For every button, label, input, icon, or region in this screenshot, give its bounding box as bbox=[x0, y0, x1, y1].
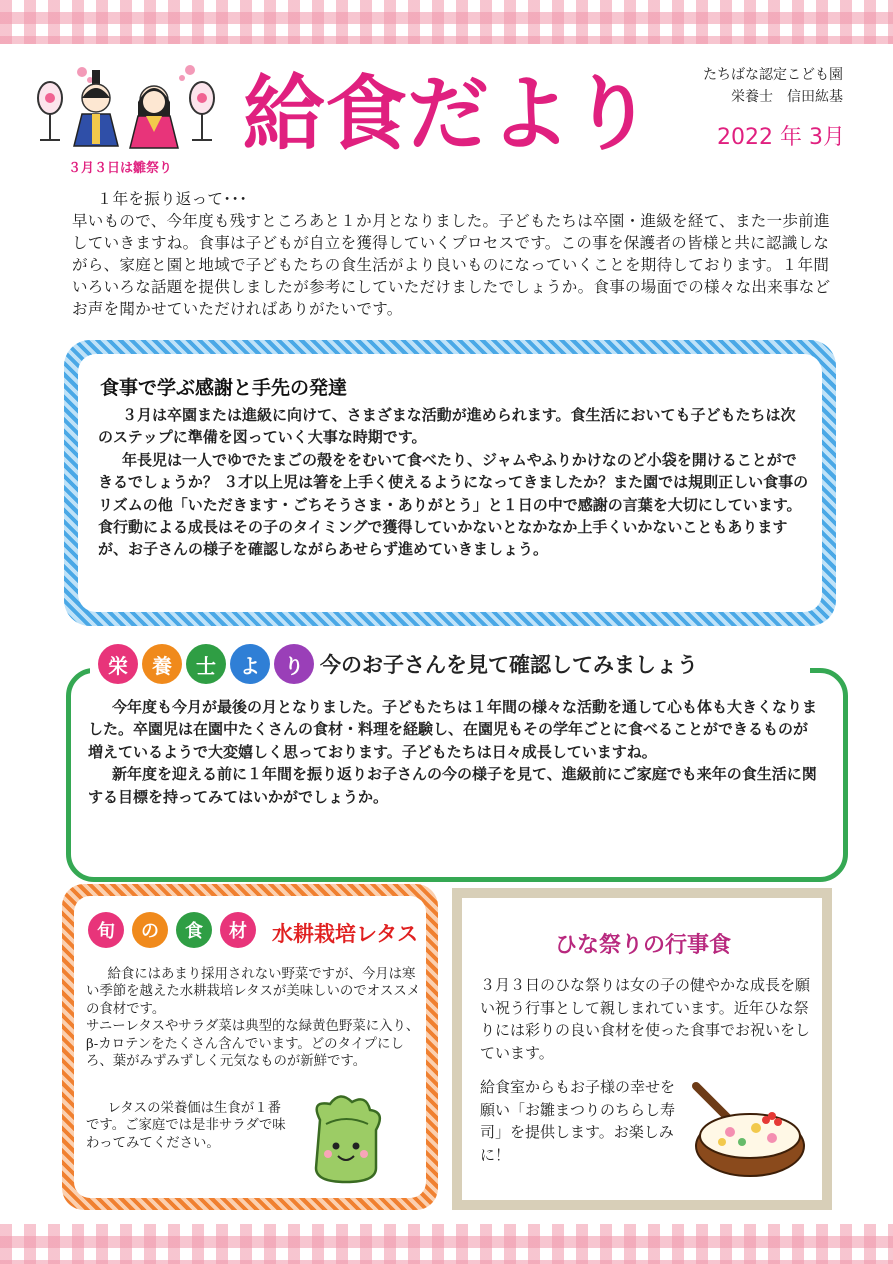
section-nutritionist-body bbox=[88, 696, 818, 808]
label-char-circle: 食 bbox=[176, 912, 212, 948]
section-seasonal-heading: 水耕栽培レタス bbox=[272, 922, 419, 946]
section-gratitude-heading: 食事で学ぶ感謝と手先の発達 bbox=[100, 377, 348, 399]
label-char-circle: よ bbox=[230, 644, 270, 684]
intro-paragraph: 早いもので、今年度も残すところあと１か月となりました。子どもたちは卒園・進級を経て、また一歩前進していきますね。食事は子どもが自立を獲得していくプロセスです。この事を保護者の皆様と共に認識しながら、家庭と園と地域で子どもたちの食生活がより良いものになっていくことを期待しております。１年間いろいろな話題を提供しましたが参考にしていただけましたでしょうか。食事の場面での様々な出来事などお声を聞かせていただければありがたいです。 bbox=[72, 212, 831, 318]
section-gratitude-body bbox=[98, 404, 810, 561]
issue-date: 2022 年 3月 bbox=[717, 125, 845, 150]
intro-heading: １年を振り返って･･･ bbox=[96, 190, 248, 208]
section-hinamatsuri-heading: ひな祭りの行事食 bbox=[554, 933, 731, 958]
organization-block bbox=[703, 64, 843, 108]
lettuce-character-icon bbox=[300, 1090, 390, 1188]
section-hinamatsuri-paragraph-last: 給食室からもお子様の幸せを願い「お雛まつりのちらし寿司」を提供します。お楽しみに！ bbox=[480, 1078, 676, 1164]
chirashi-sushi-icon bbox=[686, 1080, 806, 1184]
hina-caption: ３月３日は雛祭り bbox=[68, 161, 173, 176]
label-char-circle: り bbox=[274, 644, 314, 684]
top-gingham-border bbox=[0, 0, 893, 44]
section-gratitude-paragraph: 年長児は一人でゆでたまごの殻ををむいて食べたり、ジャムやふりかけなのど小袋を開けることができるでしょうか？ ３才以上児は箸を上手く使えるようになってきましたか？また園では規則正しい食事のリズムの他「いただきます・ごちそうさま・ありがとう」と１日の中で感謝の言葉を大切にしています。食行動による成長はその子のタイミングで獲得していかないとなかなか上手くいかないこともありますが、お子さんの様子を確認しながらあせらず進めていきましょう。 bbox=[98, 450, 809, 559]
section-seasonal-label bbox=[88, 912, 268, 952]
section-seasonal-body bbox=[86, 966, 424, 1070]
section-nutritionist-heading: 今のお子さんを見て確認してみましょう bbox=[320, 652, 698, 677]
section-hinamatsuri-body-last bbox=[480, 1076, 680, 1166]
section-gratitude-paragraph: ３月は卒園または進級に向けて、さまざまな活動が進められます。食生活においても子どもたちは次のステップに準備を図っていく大事な時期です。 bbox=[98, 406, 796, 447]
author-name: 栄養士 信田紘基 bbox=[731, 89, 843, 105]
label-char-circle: の bbox=[132, 912, 168, 948]
label-char-circle: 栄 bbox=[98, 644, 138, 684]
section-nutritionist-paragraph: 新年度を迎える前に１年間を振り返りお子さんの今の様子を見て、進級前にご家庭でも来年の食生活に関する目標を持ってみてはいかがでしょうか。 bbox=[88, 765, 817, 806]
section-seasonal-paragraph: サニーレタスやサラダ菜は典型的な緑黄色野菜に入り、β‐カロテンをたくさん含んでいます。どのタイプにしろ、葉がみずみずしく元気なものが新鮮です。 bbox=[86, 1019, 420, 1070]
newsletter-title bbox=[238, 58, 658, 168]
intro-text bbox=[72, 188, 832, 320]
section-seasonal-paragraph: 給食にはあまり採用されない野菜ですが、今月は寒い季節を越えた水耕栽培レタスが美味しいのでオススメの食材です。 bbox=[86, 967, 421, 1017]
section-hinamatsuri-body bbox=[480, 974, 810, 1064]
hina-dolls-illustration bbox=[30, 62, 220, 156]
section-seasonal-body-last bbox=[86, 1100, 286, 1152]
bonbori-right-icon bbox=[190, 82, 214, 140]
section-nutritionist-paragraph: 今年度も今月が最後の月となりました。子どもたちは１年間の様々な活動を通して心も体も大きくなりました。卒園児は在園中たくさんの食材・料理を経験し、在園児もその学年ごとに食べることができるものが増えているようで大変嬉しく思っております。子どもたちは日々成長していますね。 bbox=[88, 698, 818, 761]
label-char-circle: 材 bbox=[220, 912, 256, 948]
obina-doll-icon bbox=[74, 70, 118, 146]
newsletter-title-text: 給食だより bbox=[242, 67, 654, 162]
section-hinamatsuri-paragraph: ３月３日のひな祭りは女の子の健やかな成長を願い祝う行事として親しまれています。近年ひな祭りには彩りの良い食材を使った食事でお祝いをしています。 bbox=[480, 976, 811, 1062]
mebina-doll-icon bbox=[130, 86, 178, 148]
bonbori-left-icon bbox=[38, 82, 62, 140]
label-char-circle: 士 bbox=[186, 644, 226, 684]
label-char-circle: 旬 bbox=[88, 912, 124, 948]
bottom-gingham-border bbox=[0, 1224, 893, 1264]
organization-name: たちばな認定こども園 bbox=[703, 67, 843, 83]
label-char-circle: 養 bbox=[142, 644, 182, 684]
section-seasonal-paragraph-last: レタスの栄養価は生食が１番です。ご家庭では是非サラダで味わってみてください。 bbox=[86, 1101, 286, 1151]
